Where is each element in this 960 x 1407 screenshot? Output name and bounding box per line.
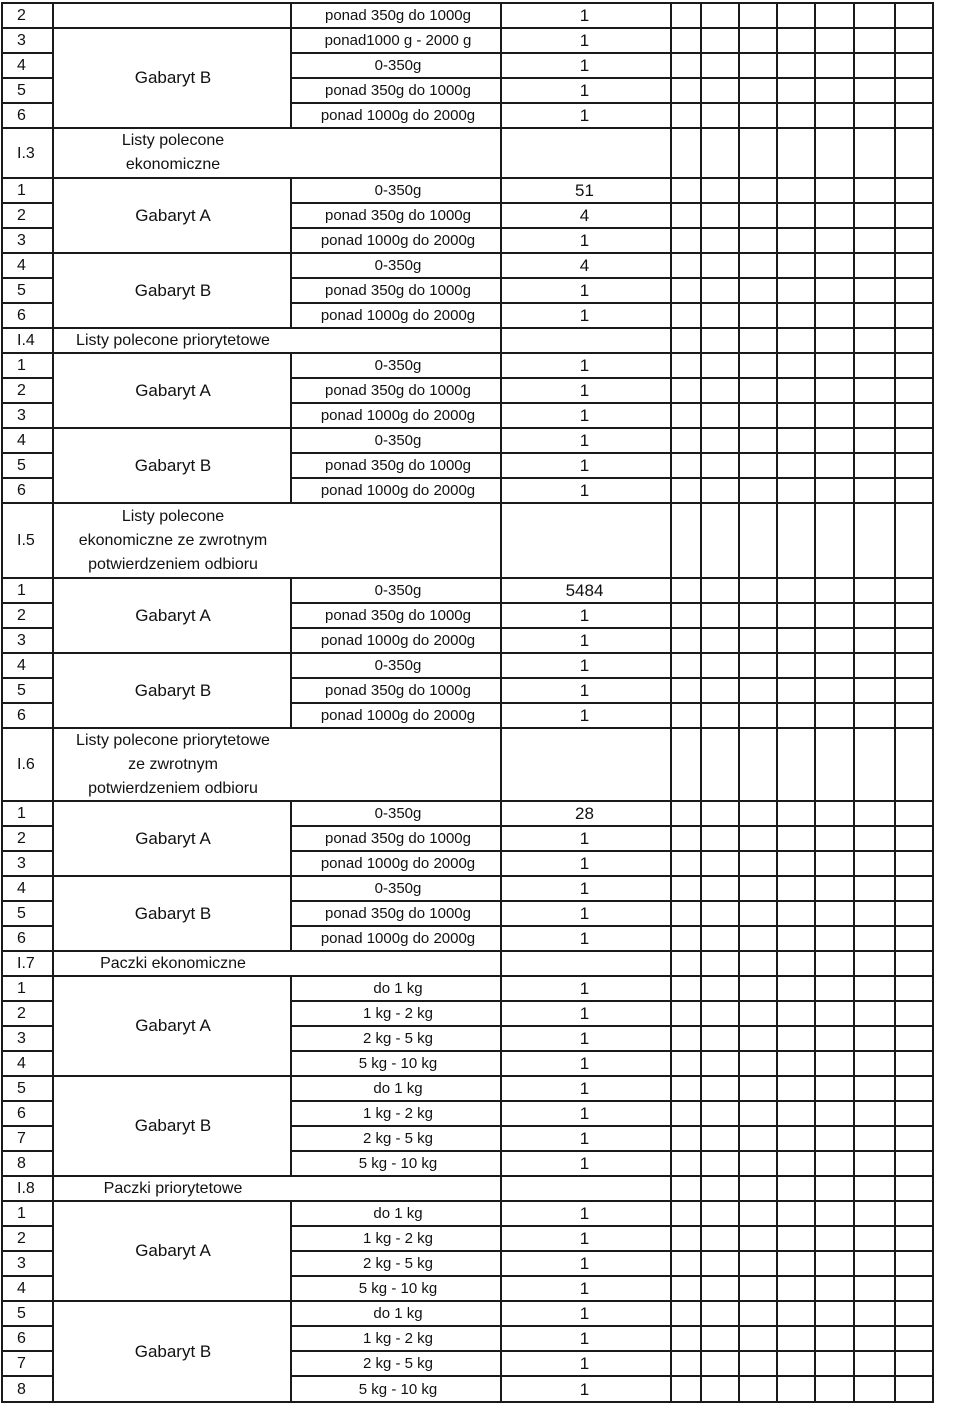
grid-line-horizontal xyxy=(1,1100,54,1102)
quantity: 51 xyxy=(575,181,594,200)
quantity: 1 xyxy=(579,1279,590,1298)
grid-line-horizontal xyxy=(1,1050,54,1052)
weight-range: ponad 350g do 1000g xyxy=(325,7,471,24)
row-number: 6 xyxy=(17,930,26,947)
grid-line-horizontal xyxy=(1,77,54,79)
grid-line-horizontal xyxy=(1,900,54,902)
quantity: 1 xyxy=(579,606,590,625)
quantity: 1 xyxy=(579,1204,590,1223)
quantity: 1 xyxy=(579,406,590,425)
row-number: 5 xyxy=(17,1305,26,1322)
row-number: 6 xyxy=(17,307,26,324)
grid-line-horizontal xyxy=(1,1150,54,1152)
grid-line-vertical xyxy=(290,1201,292,1403)
grid-line-horizontal xyxy=(1,302,54,304)
quantity: 1 xyxy=(579,281,590,300)
row-number: 8 xyxy=(17,1380,26,1398)
weight-range: 2 kg - 5 kg xyxy=(362,1255,434,1272)
section-title-line: Paczki priorytetowe xyxy=(103,1179,243,1197)
quantity: 1 xyxy=(579,106,590,125)
grid-line-horizontal xyxy=(1,477,54,479)
row-number: 5 xyxy=(17,457,26,474)
size-group-label: Gabaryt A xyxy=(135,380,211,400)
quantity: 1 xyxy=(579,1004,590,1023)
row-number: 2 xyxy=(17,1005,26,1022)
quantity: 1 xyxy=(579,381,590,400)
grid-line-horizontal xyxy=(1,402,54,404)
size-group-label: Gabaryt B xyxy=(134,680,212,700)
weight-range: do 1 kg xyxy=(373,1305,423,1322)
quantity: 1 xyxy=(579,1029,590,1048)
quantity: 1 xyxy=(579,456,590,475)
section-number: I.5 xyxy=(17,532,35,549)
weight-range: 1 kg - 2 kg xyxy=(362,1005,434,1022)
quantity: 1 xyxy=(579,231,590,250)
row-number: 1 xyxy=(17,805,26,822)
quantity: 1 xyxy=(579,854,590,873)
weight-range: 1 kg - 2 kg xyxy=(362,1230,434,1247)
quantity: 1 xyxy=(579,6,590,25)
quantity: 1 xyxy=(579,1054,590,1073)
weight-range: ponad 350g do 1000g xyxy=(325,830,471,847)
row-number: 5 xyxy=(17,1080,26,1097)
size-group-label: Gabaryt A xyxy=(135,1241,211,1260)
section-title-line: potwierdzeniem odbioru xyxy=(88,779,258,797)
row-number: 3 xyxy=(17,232,26,249)
row-number: 2 xyxy=(17,7,26,24)
section-number: I.4 xyxy=(17,332,35,349)
row-number: 5 xyxy=(17,282,26,299)
quantity: 1 xyxy=(579,1304,590,1323)
weight-range: 1 kg - 2 kg xyxy=(362,1330,434,1347)
weight-range: 0-350g xyxy=(374,257,422,274)
row-number: 2 xyxy=(17,1230,26,1247)
quantity: 1 xyxy=(579,431,590,450)
row-number: 1 xyxy=(17,582,26,599)
section-number: I.6 xyxy=(17,756,35,773)
row-number: 3 xyxy=(17,32,26,49)
section-title-line: ekonomiczne xyxy=(125,156,221,173)
row-number: 6 xyxy=(17,1330,26,1347)
grid-line-horizontal xyxy=(1,677,54,679)
grid-line-horizontal xyxy=(1,1401,934,1403)
weight-range: ponad 1000g do 2000g xyxy=(320,407,476,424)
size-group-label: Gabaryt A xyxy=(135,205,211,225)
grid-line-horizontal xyxy=(1,1250,54,1252)
row-number: 1 xyxy=(17,1205,26,1222)
weight-range: 5 kg - 10 kg xyxy=(358,1280,438,1297)
section-title-line: potwierdzeniem odbioru xyxy=(88,555,258,573)
quantity: 1 xyxy=(579,1379,590,1399)
section-number: I.3 xyxy=(17,144,35,162)
grid-line-horizontal xyxy=(1,1000,54,1002)
weight-range: ponad 350g do 1000g xyxy=(325,905,471,922)
grid-line-horizontal xyxy=(1,52,54,54)
row-number: 3 xyxy=(17,632,26,649)
row-number: 2 xyxy=(17,207,26,224)
grid-line-horizontal xyxy=(1,702,54,704)
weight-range: ponad 1000g do 2000g xyxy=(320,482,476,499)
weight-range: 5 kg - 10 kg xyxy=(358,1380,438,1398)
grid-line-horizontal xyxy=(1,452,54,454)
row-number: 6 xyxy=(17,482,26,499)
quantity: 28 xyxy=(575,804,594,823)
row-number: 3 xyxy=(17,1030,26,1047)
row-number: 8 xyxy=(17,1155,26,1172)
row-number: 2 xyxy=(17,830,26,847)
weight-range: ponad 350g do 1000g xyxy=(325,457,471,474)
weight-range: 0-350g xyxy=(374,805,422,822)
quantity: 1 xyxy=(579,1154,590,1173)
row-number: 5 xyxy=(17,905,26,922)
quantity: 1 xyxy=(579,1329,590,1348)
quantity: 1 xyxy=(579,356,590,375)
quantity: 1 xyxy=(579,56,590,75)
weight-range: ponad 350g do 1000g xyxy=(325,207,471,224)
quantity: 1 xyxy=(579,1129,590,1148)
row-number: 4 xyxy=(17,657,26,674)
weight-range: 0-350g xyxy=(374,357,422,374)
quantity: 1 xyxy=(579,31,590,50)
weight-range: 2 kg - 5 kg xyxy=(362,1355,434,1372)
grid-line-horizontal xyxy=(1,1025,54,1027)
quantity: 1 xyxy=(579,879,590,898)
weight-range: ponad 350g do 1000g xyxy=(325,282,471,299)
section-number: I.7 xyxy=(17,955,35,972)
grid-line-horizontal xyxy=(1,1375,54,1377)
weight-range: ponad1000 g - 2000 g xyxy=(324,32,472,49)
grid-line-horizontal xyxy=(1,1125,54,1127)
size-group-label: Gabaryt B xyxy=(134,455,212,475)
row-number: 4 xyxy=(17,57,26,74)
weight-range: ponad 350g do 1000g xyxy=(325,82,471,99)
weight-range: 2 kg - 5 kg xyxy=(362,1030,434,1047)
grid-line-horizontal xyxy=(1,1275,54,1277)
weight-range: 2 kg - 5 kg xyxy=(362,1130,434,1147)
size-group-label: Gabaryt B xyxy=(134,280,212,300)
grid-line-horizontal xyxy=(1,277,54,279)
grid-line-horizontal xyxy=(1,925,54,927)
section-title-line: ze zwrotnym xyxy=(128,755,218,773)
quantity: 1 xyxy=(579,829,590,848)
grid-line-horizontal xyxy=(1,227,54,229)
size-group-label: Gabaryt B xyxy=(134,1341,212,1361)
grid-line-horizontal xyxy=(1,1350,54,1352)
weight-range: ponad 1000g do 2000g xyxy=(320,930,476,947)
row-number: 4 xyxy=(17,880,26,897)
weight-range: ponad 1000g do 2000g xyxy=(320,707,476,724)
weight-range: ponad 350g do 1000g xyxy=(325,382,471,399)
row-number: 4 xyxy=(17,1280,26,1297)
grid-line-horizontal xyxy=(1,825,54,827)
grid-line-horizontal xyxy=(1,627,54,629)
grid-line-horizontal xyxy=(1,602,54,604)
row-number: 7 xyxy=(17,1130,26,1147)
weight-range: ponad 1000g do 2000g xyxy=(320,307,476,324)
section-title-line: Listy polecone priorytetowe xyxy=(76,331,270,349)
weight-range: 0-350g xyxy=(374,880,422,897)
quantity: 1 xyxy=(579,904,590,923)
weight-range: 0-350g xyxy=(374,182,422,199)
size-group-label: Gabaryt A xyxy=(135,1016,211,1035)
quantity: 1 xyxy=(579,656,590,675)
grid-line-horizontal xyxy=(1,202,54,204)
size-group-label: Gabaryt A xyxy=(135,828,211,848)
weight-range: 0-350g xyxy=(374,657,422,674)
section-title-line: Listy polecone xyxy=(121,507,225,525)
size-group-label: Gabaryt A xyxy=(135,605,211,625)
grid-line-horizontal xyxy=(1,102,54,104)
row-number: 3 xyxy=(17,407,26,424)
size-group-label: Gabaryt B xyxy=(134,1116,212,1135)
row-number: 4 xyxy=(17,257,26,274)
weight-range: ponad 350g do 1000g xyxy=(325,682,471,699)
row-number: 7 xyxy=(17,1355,26,1372)
quantity: 1 xyxy=(579,681,590,700)
quantity: 1 xyxy=(579,631,590,650)
quantity: 4 xyxy=(579,256,590,275)
weight-range: ponad 350g do 1000g xyxy=(325,607,471,624)
weight-range: 5 kg - 10 kg xyxy=(358,1155,438,1172)
quantity: 1 xyxy=(579,1254,590,1273)
quantity: 4 xyxy=(579,206,590,225)
row-number: 4 xyxy=(17,432,26,449)
weight-range: ponad 1000g do 2000g xyxy=(320,855,476,872)
row-number: 1 xyxy=(17,182,26,199)
size-group-label: Gabaryt B xyxy=(134,903,212,923)
section-title-line: ekonomiczne ze zwrotnym xyxy=(78,531,268,549)
section-title-line: Listy polecone priorytetowe xyxy=(76,731,270,749)
quantity: 5484 xyxy=(565,581,604,600)
weight-range: do 1 kg xyxy=(373,980,423,997)
quantity: 1 xyxy=(579,979,590,998)
weight-range: ponad 1000g do 2000g xyxy=(320,232,476,249)
row-number: 1 xyxy=(17,357,26,374)
row-number: 6 xyxy=(17,1105,26,1122)
weight-range: 0-350g xyxy=(374,57,422,74)
grid-line-horizontal xyxy=(1,1225,54,1227)
quantity: 1 xyxy=(579,929,590,948)
quantity: 1 xyxy=(579,1079,590,1098)
row-number: 3 xyxy=(17,1255,26,1272)
weight-range: 1 kg - 2 kg xyxy=(362,1105,434,1122)
quantity: 1 xyxy=(579,306,590,325)
row-number: 2 xyxy=(17,382,26,399)
section-title-line: Listy polecone xyxy=(121,132,225,149)
size-group-label: Gabaryt B xyxy=(134,68,212,87)
row-number: 5 xyxy=(17,682,26,699)
grid-line-horizontal xyxy=(1,1325,54,1327)
row-number: 5 xyxy=(17,82,26,99)
section-title-line: Paczki ekonomiczne xyxy=(100,954,246,972)
weight-range: 0-350g xyxy=(374,582,422,599)
quantity: 1 xyxy=(579,481,590,500)
row-number: 6 xyxy=(17,707,26,724)
row-number: 1 xyxy=(17,980,26,997)
quantity: 1 xyxy=(579,1354,590,1373)
weight-range: ponad 1000g do 2000g xyxy=(320,632,476,649)
weight-range: 5 kg - 10 kg xyxy=(358,1055,438,1072)
quantity: 1 xyxy=(579,1229,590,1248)
quantity: 1 xyxy=(579,706,590,725)
weight-range: do 1 kg xyxy=(373,1080,423,1097)
row-number: 3 xyxy=(17,855,26,872)
row-number: 6 xyxy=(17,107,26,124)
quantity: 1 xyxy=(579,1104,590,1123)
grid-line-horizontal xyxy=(1,377,54,379)
grid-line-horizontal xyxy=(1,850,54,852)
section-number: I.8 xyxy=(17,1180,35,1197)
weight-range: ponad 1000g do 2000g xyxy=(320,107,476,124)
quantity: 1 xyxy=(579,81,590,100)
weight-range: 0-350g xyxy=(374,432,422,449)
row-number: 2 xyxy=(17,607,26,624)
weight-range: do 1 kg xyxy=(373,1205,423,1222)
row-number: 4 xyxy=(17,1055,26,1072)
